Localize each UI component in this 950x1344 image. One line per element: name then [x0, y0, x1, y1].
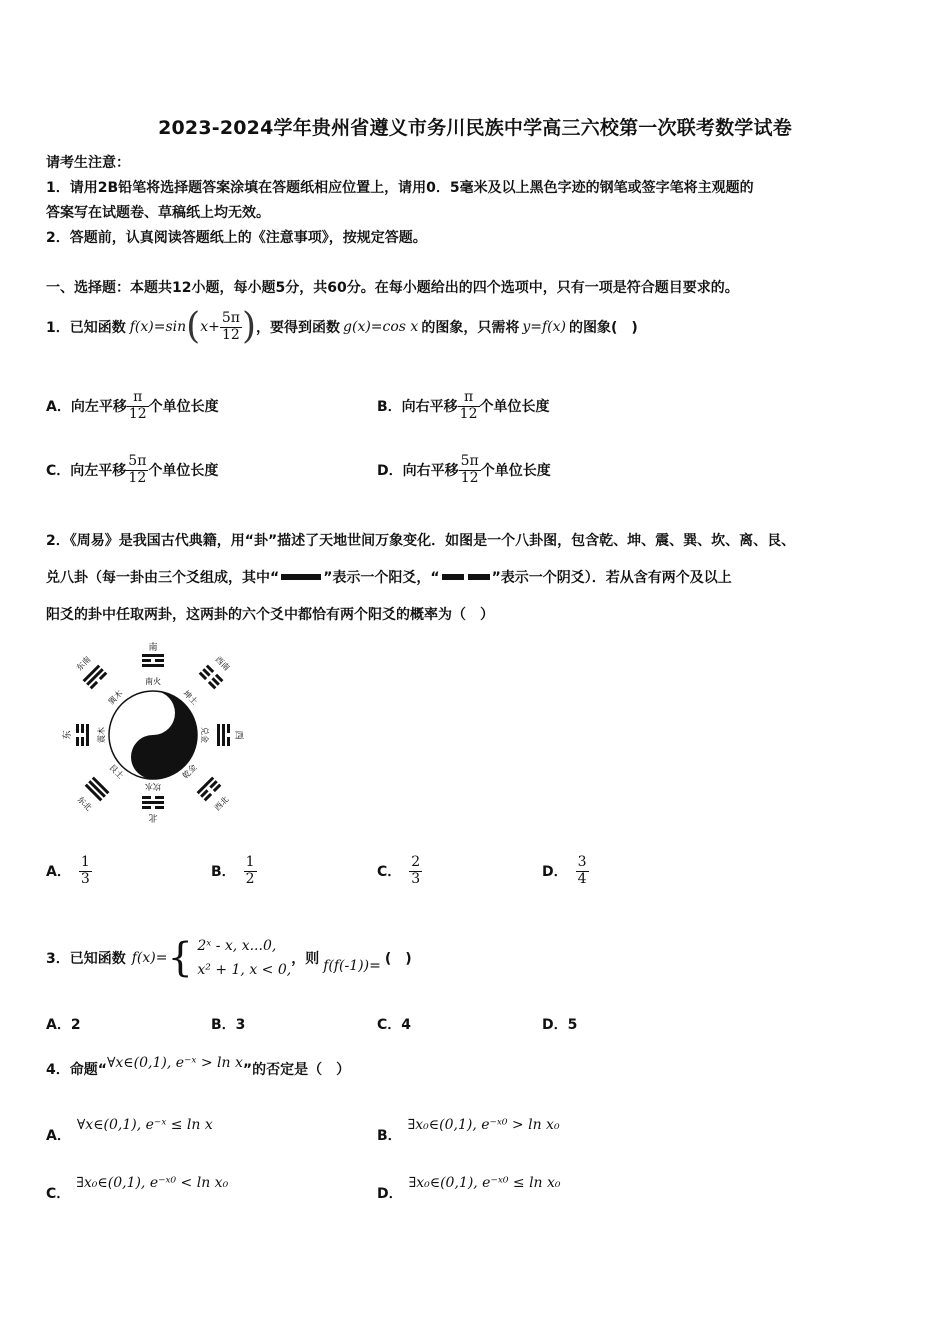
q1-tail: 的图象( ) [568, 320, 638, 336]
q3-option-a[interactable]: A．2 [46, 1017, 81, 1033]
trigram-southeast [197, 777, 222, 802]
label-ne: 东南 [74, 654, 93, 673]
label-nw: 西南 [213, 654, 232, 673]
trigram-northeast [199, 665, 224, 690]
trigram-southwest [85, 777, 110, 802]
inner-label-se: 艮土 [107, 762, 126, 781]
trigram-south [142, 796, 164, 809]
q3-piecewise: { 2ˣ - x, x...0, x² + 1, x < 0, [167, 935, 292, 981]
q2-option-d[interactable]: D． $\frac{3}{4}$ [542, 854, 587, 887]
yin-line-icon-left [442, 574, 464, 580]
q2-option-b-fraction: $\frac{1}{2}$ [245, 854, 255, 887]
q2-line-3: 阳爻的卦中任取两卦，这两卦的六个爻中都恰有两个阳爻的概率为（ ） [46, 607, 494, 623]
q3-fx: f(x)= [131, 950, 168, 966]
inner-label-e: 震木 [97, 727, 106, 743]
q4-option-a[interactable]: A． ∀x∈(0,1), e⁻ˣ ≤ ln x [46, 1117, 213, 1144]
q3-expr: f(f(-1))= [323, 958, 381, 974]
q1-option-a-fraction: $\frac{\pi}{12}$ [128, 389, 147, 422]
q1-mid: ，要得到函数 [256, 320, 341, 336]
q2-line-2: 兑八卦（每一卦由三个爻组成，其中“ ”表示一个阳爻，“ ”表示一个阴爻）．若从含有两个及以上 [46, 570, 732, 586]
q1-fraction: $\frac{5\pi}{12}$ [221, 310, 240, 343]
bagua-diagram [58, 640, 248, 826]
q1-g: g(x)=cos x [343, 319, 419, 335]
q2-option-b[interactable]: B． $\frac{1}{2}$ [211, 854, 255, 887]
q3-option-b[interactable]: B．3 [211, 1017, 246, 1033]
inner-label-w: 兑金 [200, 727, 209, 743]
q2-option-c-fraction: $\frac{2}{3}$ [411, 854, 421, 887]
q1-option-d[interactable]: D． 向右平移 $\frac{5\pi}{12}$ 个单位长度 [377, 453, 551, 486]
trigram-north [142, 654, 164, 667]
q1-number: 1．已知函数 [46, 320, 126, 336]
q1-option-d-fraction: $\frac{5\pi}{12}$ [460, 453, 479, 486]
trigram-west-side [76, 724, 89, 746]
bagua-svg [58, 640, 248, 826]
inner-label-sw: 乾金 [180, 762, 199, 781]
q1-option-b-fraction: $\frac{\pi}{12}$ [459, 389, 478, 422]
q2-option-d-fraction: $\frac{3}{4}$ [577, 854, 587, 887]
q2-line-1: 2．《周易》是我国古代典籍，用“卦”描述了天地世间万象变化．如图是一个八卦图，包含乾、坤、震、巽、坎、离、艮、 [46, 533, 796, 549]
inner-label-n: 南火 [145, 677, 161, 686]
q3-option-d[interactable]: D．5 [542, 1017, 578, 1033]
q1-right-paren: ) [241, 306, 257, 347]
q3-then: ，则 [291, 951, 320, 967]
q1-option-b[interactable]: B． 向右平移 $\frac{\pi}{12}$ 个单位长度 [377, 389, 550, 422]
label-sw: 西北 [212, 794, 231, 813]
label-e: 东 [63, 730, 73, 740]
q2-option-c[interactable]: C． $\frac{2}{3}$ [377, 854, 421, 887]
label-se: 东北 [75, 794, 94, 813]
q1-y: y=f(x) [522, 319, 566, 335]
q1-left-paren: ( [186, 306, 201, 347]
trigram-east-side [217, 724, 230, 746]
section-heading: 一、选择题：本题共12小题，每小题5分，共60分。在每小题给出的四个选项中，只有一项是符合题目要求的。 [46, 280, 739, 296]
notice-line-2: 答案写在试题卷、草稿纸上均无效。 [46, 205, 270, 221]
q1-x-plus: x+ [200, 319, 220, 335]
q1-option-c-fraction: $\frac{5\pi}{12}$ [128, 453, 147, 486]
notice-line-3: 2．答题前，认真阅读答题纸上的《注意事项》，按规定答题。 [46, 230, 427, 246]
q4-number: 4．命题“ [46, 1062, 107, 1078]
label-n: 南 [148, 643, 158, 653]
yin-yang-icon [109, 691, 197, 779]
label-w: 西 [233, 730, 243, 740]
q2-option-a[interactable]: A． $\frac{1}{3}$ [46, 854, 90, 887]
q4-tail: ”的否定是（ ） [242, 1062, 351, 1078]
inner-label-s: 坎水 [145, 782, 161, 791]
trigram-northwest [83, 665, 108, 690]
q4-proposition: ∀x∈(0,1), e⁻ˣ > ln x [106, 1055, 243, 1071]
q3-paren: ( ) [384, 951, 412, 967]
notice-heading: 请考生注意： [46, 155, 130, 171]
notice-line-1: 1．请用2B铅笔将选择题答案涂填在答题纸相应位置上，请用0．5毫米及以上黑色字迹的钢笔或签字笔将主观题的 [46, 180, 754, 196]
label-s: 北 [148, 812, 158, 822]
inner-label-ne: 巽木 [106, 688, 125, 707]
q4-option-c[interactable]: C． ∃x₀∈(0,1), e⁻ˣ⁰ < ln x₀ [46, 1175, 229, 1202]
q1-option-c[interactable]: C． 向左平移 $\frac{5\pi}{12}$ 个单位长度 [46, 453, 219, 486]
q1-option-a[interactable]: A． 向左平移 $\frac{\pi}{12}$ 个单位长度 [46, 389, 219, 422]
question-1 [46, 302, 638, 352]
yin-line-icon-right [468, 574, 490, 580]
q3-option-c[interactable]: C．4 [377, 1017, 412, 1033]
q4-option-b[interactable]: B． ∃x₀∈(0,1), e⁻ˣ⁰ > ln x₀ [377, 1117, 560, 1144]
question-3 [46, 930, 412, 986]
q4-option-d[interactable]: D． ∃x₀∈(0,1), e⁻ˣ⁰ ≤ ln x₀ [377, 1175, 561, 1202]
page-title: 2023-2024学年贵州省遵义市务川民族中学高三六校第一次联考数学试卷 [158, 117, 792, 139]
q3-number: 3．已知函数 [46, 951, 126, 967]
q1-mid2: 的图象，只需将 [421, 320, 520, 336]
yang-line-icon [281, 574, 321, 580]
q1-f-lhs: f(x)=sin [129, 319, 187, 335]
question-4 [46, 1052, 350, 1086]
q2-option-a-fraction: $\frac{1}{3}$ [80, 854, 90, 887]
inner-label-nw: 坤土 [181, 688, 200, 707]
